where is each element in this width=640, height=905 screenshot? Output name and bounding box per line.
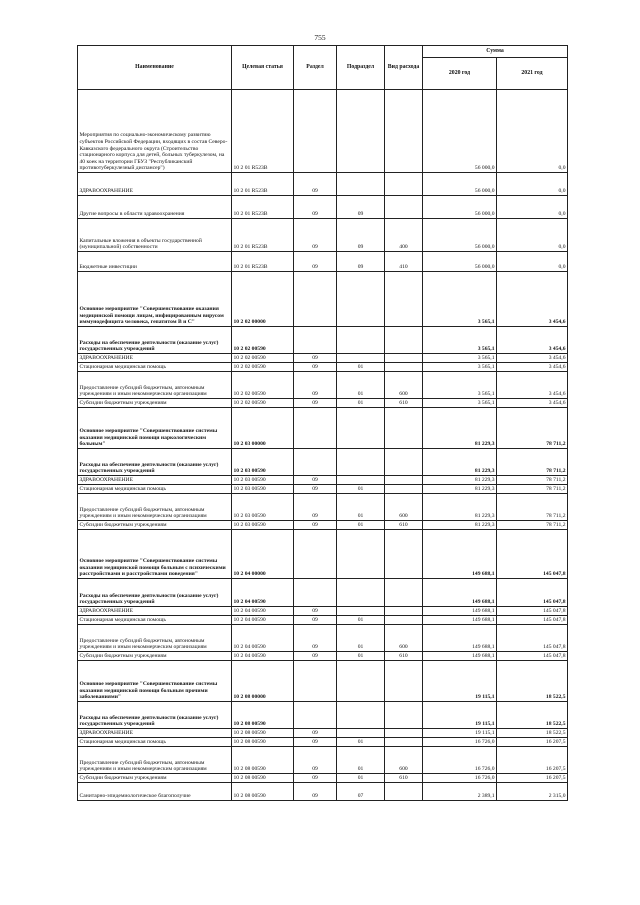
row-expense-type — [385, 738, 423, 747]
row-section: 09 — [294, 747, 337, 774]
row-target-code: 10 2 08 00590 — [232, 783, 294, 801]
row-name: Предоставление субсидий бюджетным, автономным учреждениям и иным некоммерческим организациям — [78, 372, 232, 399]
row-target-code: 10 2 02 00000 — [232, 272, 294, 327]
header-section: Раздел — [294, 46, 337, 90]
row-sum-2020: 19 115,1 — [423, 661, 497, 702]
table-row — [78, 747, 568, 774]
table-row — [78, 485, 568, 494]
row-sum-2020: 3 565,1 — [423, 272, 497, 327]
row-sum-2021: 16 207,5 — [497, 738, 568, 747]
table-row — [78, 219, 568, 252]
row-sum-2021: 3 454,6 — [497, 363, 568, 372]
row-expense-type: 600 — [385, 372, 423, 399]
row-name: Бюджетные инвестиции — [78, 252, 232, 272]
row-target-code: 10 2 08 00590 — [232, 774, 294, 783]
row-target-code: 10 2 08 00000 — [232, 661, 294, 702]
row-sum-2021: 0,0 — [497, 90, 568, 173]
row-sum-2021: 78 711,2 — [497, 494, 568, 521]
row-subsection — [337, 449, 385, 476]
table-row — [78, 408, 568, 449]
row-sum-2021: 0,0 — [497, 219, 568, 252]
budget-table — [77, 45, 568, 801]
row-section: 09 — [294, 652, 337, 661]
row-sum-2020: 56 000,0 — [423, 90, 497, 173]
row-section: 09 — [294, 252, 337, 272]
row-target-code: 10 2 03 00590 — [232, 449, 294, 476]
row-target-code: 10 2 04 00590 — [232, 625, 294, 652]
row-expense-type — [385, 476, 423, 485]
row-section: 09 — [294, 607, 337, 616]
row-name: ЗДРАВООХРАНЕНИЕ — [78, 729, 232, 738]
table-row — [78, 652, 568, 661]
row-expense-type: 400 — [385, 219, 423, 252]
table-row — [78, 774, 568, 783]
row-name: Стационарная медицинская помощь — [78, 485, 232, 494]
row-name: Субсидии бюджетным учреждениям — [78, 774, 232, 783]
table-row — [78, 372, 568, 399]
row-target-code: 10 2 04 00590 — [232, 579, 294, 607]
row-sum-2020: 81 229,3 — [423, 485, 497, 494]
row-expense-type — [385, 449, 423, 476]
page-number: 755 — [314, 33, 326, 42]
row-name: ЗДРАВООХРАНЕНИЕ — [78, 173, 232, 196]
row-target-code: 10 2 04 00590 — [232, 607, 294, 616]
row-subsection — [337, 530, 385, 579]
row-subsection: 01 — [337, 399, 385, 408]
row-subsection: 01 — [337, 652, 385, 661]
row-sum-2020: 2 389,1 — [423, 783, 497, 801]
row-target-code: 10 2 01 R523В — [232, 196, 294, 219]
header-year-2021: 2021 год — [497, 58, 568, 90]
row-subsection: 01 — [337, 494, 385, 521]
header-expense-type: Вид расхода — [385, 46, 423, 90]
row-section: 09 — [294, 372, 337, 399]
row-sum-2020: 149 688,1 — [423, 616, 497, 625]
row-subsection — [337, 579, 385, 607]
row-section: 09 — [294, 363, 337, 372]
row-target-code: 10 2 02 00590 — [232, 327, 294, 354]
row-subsection — [337, 729, 385, 738]
row-section — [294, 661, 337, 702]
row-section — [294, 327, 337, 354]
row-subsection: 01 — [337, 363, 385, 372]
row-expense-type — [385, 354, 423, 363]
row-section — [294, 530, 337, 579]
row-sum-2020: 3 565,1 — [423, 372, 497, 399]
row-section — [294, 408, 337, 449]
row-name: Мероприятия по социально-экономическому развитию субъектов Российской Федерации, входящих в состав Северо-Кавказского федерального округа (Строительство стационарного корпуса для детей, больных туберкулезом, на 40 коек на территории ГБУЗ "Республиканский противотуберкулезный диспансер") — [78, 90, 232, 173]
row-sum-2021: 3 454,6 — [497, 372, 568, 399]
row-name: Основное мероприятие "Совершенствование системы оказания медицинской помощи наркологическим больным" — [78, 408, 232, 449]
table-row — [78, 399, 568, 408]
row-expense-type: 600 — [385, 494, 423, 521]
row-target-code: 10 2 02 00590 — [232, 354, 294, 363]
row-name: Санитарно-эпидемиологическое благополучие — [78, 783, 232, 801]
row-expense-type — [385, 327, 423, 354]
row-name: ЗДРАВООХРАНЕНИЕ — [78, 476, 232, 485]
row-name: Расходы на обеспечение деятельности (оказание услуг) государственных учреждений — [78, 449, 232, 476]
row-expense-type — [385, 607, 423, 616]
row-expense-type: 410 — [385, 252, 423, 272]
row-target-code: 10 2 03 00590 — [232, 476, 294, 485]
row-section: 09 — [294, 476, 337, 485]
row-sum-2021: 3 454,6 — [497, 327, 568, 354]
row-sum-2021: 78 711,2 — [497, 408, 568, 449]
row-sum-2020: 3 565,1 — [423, 363, 497, 372]
row-sum-2020: 19 115,1 — [423, 729, 497, 738]
row-name: Субсидии бюджетным учреждениям — [78, 521, 232, 530]
row-name: Основное мероприятие "Совершенствование системы оказания медицинской помощи больным прочими заболеваниями" — [78, 661, 232, 702]
row-name: Стационарная медицинская помощь — [78, 616, 232, 625]
row-expense-type: 600 — [385, 625, 423, 652]
row-sum-2021: 0,0 — [497, 196, 568, 219]
table-row — [78, 90, 568, 173]
table-row — [78, 530, 568, 579]
row-section — [294, 90, 337, 173]
row-expense-type — [385, 173, 423, 196]
table-row — [78, 354, 568, 363]
row-expense-type — [385, 408, 423, 449]
row-target-code: 10 2 04 00590 — [232, 652, 294, 661]
row-section: 09 — [294, 494, 337, 521]
row-subsection: 01 — [337, 774, 385, 783]
row-sum-2020: 81 229,3 — [423, 521, 497, 530]
row-target-code: 10 2 01 R523В — [232, 252, 294, 272]
row-section: 09 — [294, 196, 337, 219]
row-sum-2020: 81 229,3 — [423, 408, 497, 449]
row-target-code: 10 2 02 00590 — [232, 363, 294, 372]
row-subsection: 07 — [337, 783, 385, 801]
row-sum-2020: 16 726,0 — [423, 747, 497, 774]
table-row — [78, 272, 568, 327]
row-name: Стационарная медицинская помощь — [78, 738, 232, 747]
row-sum-2020: 56 000,0 — [423, 173, 497, 196]
row-subsection: 01 — [337, 616, 385, 625]
row-section: 09 — [294, 729, 337, 738]
table-row — [78, 625, 568, 652]
row-sum-2020: 149 688,1 — [423, 530, 497, 579]
row-subsection — [337, 272, 385, 327]
row-section — [294, 272, 337, 327]
row-sum-2021: 0,0 — [497, 252, 568, 272]
row-sum-2020: 3 565,1 — [423, 354, 497, 363]
table-row — [78, 521, 568, 530]
row-expense-type — [385, 616, 423, 625]
row-sum-2020: 19 115,1 — [423, 702, 497, 729]
row-target-code: 10 2 01 R523В — [232, 173, 294, 196]
row-subsection: 09 — [337, 196, 385, 219]
row-sum-2021: 16 207,5 — [497, 774, 568, 783]
table-row — [78, 702, 568, 729]
row-name: ЗДРАВООХРАНЕНИЕ — [78, 354, 232, 363]
row-target-code: 10 2 08 00590 — [232, 747, 294, 774]
row-name: Расходы на обеспечение деятельности (оказание услуг) государственных учреждений — [78, 579, 232, 607]
row-section: 09 — [294, 219, 337, 252]
row-sum-2021: 145 047,8 — [497, 579, 568, 607]
table-body — [78, 90, 568, 801]
row-expense-type — [385, 90, 423, 173]
row-sum-2021: 3 454,6 — [497, 399, 568, 408]
row-sum-2021: 145 047,8 — [497, 530, 568, 579]
row-target-code: 10 2 01 R523В — [232, 219, 294, 252]
table-row — [78, 738, 568, 747]
row-expense-type — [385, 272, 423, 327]
table-row — [78, 494, 568, 521]
row-sum-2020: 81 229,3 — [423, 476, 497, 485]
table-row — [78, 616, 568, 625]
row-target-code: 10 2 02 00590 — [232, 399, 294, 408]
row-sum-2021: 16 207,5 — [497, 747, 568, 774]
row-name: Предоставление субсидий бюджетным, автономным учреждениям и иным некоммерческим организациям — [78, 494, 232, 521]
row-expense-type — [385, 579, 423, 607]
row-sum-2020: 3 565,1 — [423, 327, 497, 354]
header-target-article: Целевая статья — [232, 46, 294, 90]
row-expense-type: 610 — [385, 521, 423, 530]
row-sum-2021: 3 454,6 — [497, 354, 568, 363]
row-target-code: 10 2 08 00590 — [232, 702, 294, 729]
row-subsection — [337, 607, 385, 616]
row-target-code: 10 2 08 00590 — [232, 738, 294, 747]
row-name: ЗДРАВООХРАНЕНИЕ — [78, 607, 232, 616]
row-section: 09 — [294, 625, 337, 652]
row-sum-2020: 56 000,0 — [423, 252, 497, 272]
row-sum-2021: 78 711,2 — [497, 485, 568, 494]
row-expense-type — [385, 530, 423, 579]
row-sum-2020: 149 688,1 — [423, 625, 497, 652]
row-expense-type: 610 — [385, 399, 423, 408]
row-section — [294, 449, 337, 476]
row-section: 09 — [294, 354, 337, 363]
row-subsection — [337, 90, 385, 173]
row-subsection — [337, 476, 385, 485]
row-target-code: 10 2 01 R523В — [232, 90, 294, 173]
row-name: Другие вопросы в области здравоохранения — [78, 196, 232, 219]
row-subsection — [337, 173, 385, 196]
row-name: Расходы на обеспечение деятельности (оказание услуг) государственных учреждений — [78, 327, 232, 354]
table-row — [78, 449, 568, 476]
row-sum-2020: 16 726,0 — [423, 738, 497, 747]
row-section: 09 — [294, 738, 337, 747]
row-sum-2020: 149 688,1 — [423, 579, 497, 607]
row-sum-2021: 18 522,5 — [497, 661, 568, 702]
row-section: 09 — [294, 521, 337, 530]
row-expense-type — [385, 196, 423, 219]
table-row — [78, 607, 568, 616]
row-name: Предоставление субсидий бюджетным, автономным учреждениям и иным некоммерческим организациям — [78, 625, 232, 652]
row-sum-2021: 145 047,8 — [497, 616, 568, 625]
row-sum-2020: 3 565,1 — [423, 399, 497, 408]
row-name: Стационарная медицинская помощь — [78, 363, 232, 372]
row-target-code: 10 2 02 00590 — [232, 372, 294, 399]
row-subsection: 01 — [337, 747, 385, 774]
row-sum-2021: 78 711,2 — [497, 476, 568, 485]
row-sum-2021: 78 711,2 — [497, 521, 568, 530]
row-section: 09 — [294, 616, 337, 625]
table-row — [78, 173, 568, 196]
row-expense-type: 610 — [385, 652, 423, 661]
row-name: Основное мероприятие "Совершенствование оказания медицинской помощи лицам, инфицированным вирусом иммунодефицита человека, гепатитом В и С" — [78, 272, 232, 327]
row-target-code: 10 2 03 00590 — [232, 485, 294, 494]
row-expense-type: 610 — [385, 774, 423, 783]
row-section: 09 — [294, 173, 337, 196]
row-sum-2021: 78 711,2 — [497, 449, 568, 476]
row-section — [294, 702, 337, 729]
row-sum-2021: 0,0 — [497, 173, 568, 196]
row-sum-2021: 2 315,0 — [497, 783, 568, 801]
row-sum-2020: 149 688,1 — [423, 652, 497, 661]
row-expense-type — [385, 783, 423, 801]
header-name: Наименование — [78, 46, 232, 90]
row-name: Капитальные вложения в объекты государственной (муниципальной) собственности — [78, 219, 232, 252]
header-subsection: Подраздел — [337, 46, 385, 90]
row-subsection: 01 — [337, 485, 385, 494]
table-row — [78, 729, 568, 738]
table-row — [78, 579, 568, 607]
row-target-code: 10 2 03 00000 — [232, 408, 294, 449]
table-row — [78, 783, 568, 801]
row-section — [294, 579, 337, 607]
row-name: Основное мероприятие "Совершенствование системы оказания медицинской помощи больным с психическими расстройствами и расстройствами поведения" — [78, 530, 232, 579]
row-sum-2020: 16 726,0 — [423, 774, 497, 783]
row-section: 09 — [294, 783, 337, 801]
header-year-2020: 2020 год — [423, 58, 497, 90]
row-subsection — [337, 327, 385, 354]
row-sum-2021: 145 047,8 — [497, 652, 568, 661]
table-row — [78, 476, 568, 485]
row-sum-2021: 18 522,5 — [497, 729, 568, 738]
row-target-code: 10 2 08 00590 — [232, 729, 294, 738]
row-expense-type — [385, 485, 423, 494]
row-sum-2020: 56 000,0 — [423, 196, 497, 219]
row-target-code: 10 2 03 00590 — [232, 494, 294, 521]
row-target-code: 10 2 04 00000 — [232, 530, 294, 579]
row-sum-2021: 145 047,8 — [497, 607, 568, 616]
table-row — [78, 363, 568, 372]
row-sum-2020: 56 000,0 — [423, 219, 497, 252]
row-sum-2020: 81 229,3 — [423, 449, 497, 476]
row-section: 09 — [294, 399, 337, 408]
row-subsection — [337, 354, 385, 363]
row-name: Субсидии бюджетным учреждениям — [78, 652, 232, 661]
row-subsection — [337, 408, 385, 449]
table-row — [78, 252, 568, 272]
row-expense-type — [385, 661, 423, 702]
row-expense-type — [385, 729, 423, 738]
row-sum-2021: 3 454,6 — [497, 272, 568, 327]
row-subsection: 01 — [337, 625, 385, 652]
header-sum: Сумма — [423, 46, 568, 58]
row-sum-2020: 149 688,1 — [423, 607, 497, 616]
row-sum-2021: 18 522,5 — [497, 702, 568, 729]
row-subsection: 09 — [337, 252, 385, 272]
row-expense-type — [385, 702, 423, 729]
row-subsection: 01 — [337, 738, 385, 747]
row-name: Субсидии бюджетным учреждениям — [78, 399, 232, 408]
row-target-code: 10 2 03 00590 — [232, 521, 294, 530]
row-subsection: 09 — [337, 219, 385, 252]
table-row — [78, 196, 568, 219]
row-name: Расходы на обеспечение деятельности (оказание услуг) государственных учреждений — [78, 702, 232, 729]
row-target-code: 10 2 04 00590 — [232, 616, 294, 625]
row-section: 09 — [294, 774, 337, 783]
row-subsection: 01 — [337, 372, 385, 399]
row-section: 09 — [294, 485, 337, 494]
row-expense-type — [385, 363, 423, 372]
row-name: Предоставление субсидий бюджетным, автономным учреждениям и иным некоммерческим организациям — [78, 747, 232, 774]
table-row — [78, 661, 568, 702]
row-subsection — [337, 702, 385, 729]
table-row — [78, 327, 568, 354]
row-subsection — [337, 661, 385, 702]
row-subsection: 01 — [337, 521, 385, 530]
row-sum-2020: 81 229,3 — [423, 494, 497, 521]
row-sum-2021: 145 047,8 — [497, 625, 568, 652]
row-expense-type: 600 — [385, 747, 423, 774]
